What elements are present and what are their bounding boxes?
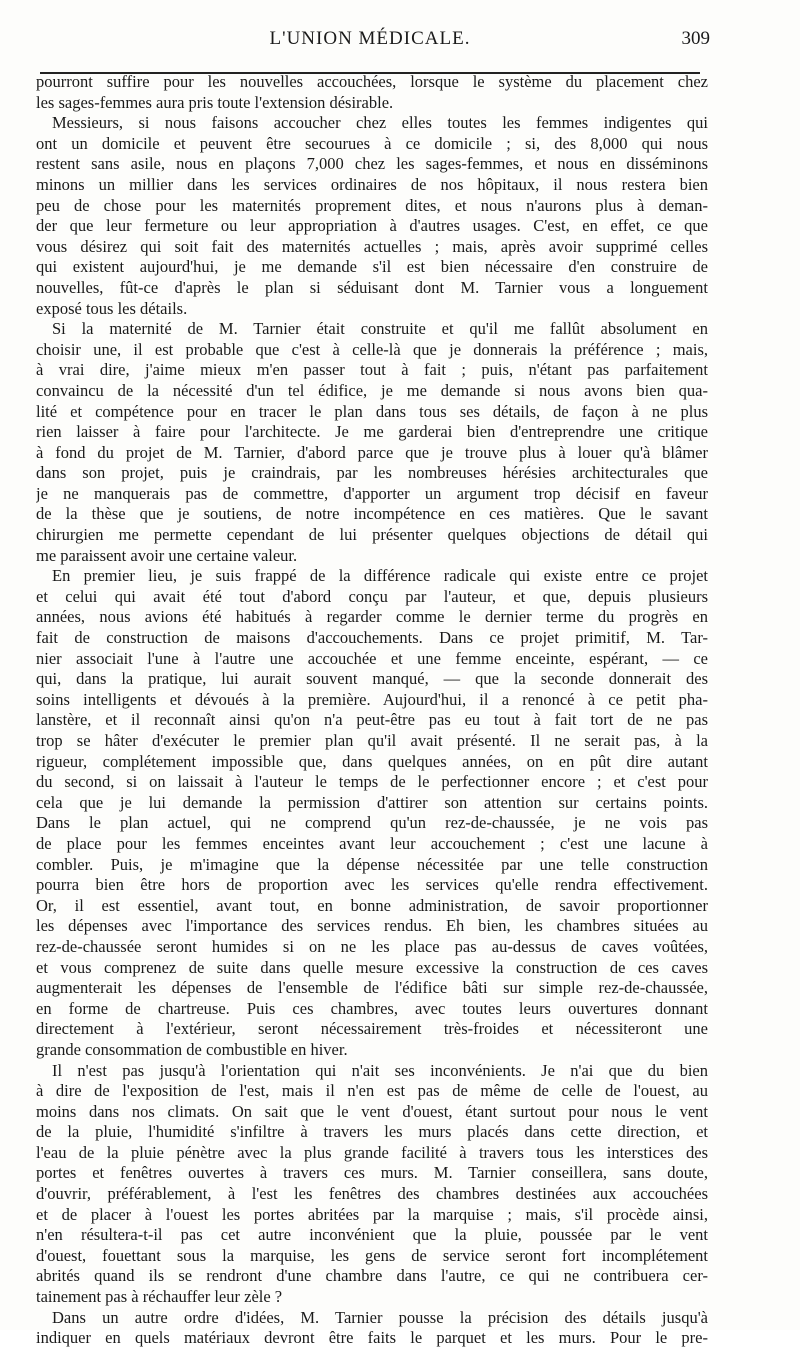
text-line: Dans un autre ordre d'idées, M. Tarnier pousse la précision des détails jusqu'à [52,1307,708,1327]
text-line: de la pluie, l'humidité s'infiltre à travers les murs placés dans cette direction, et [36,1122,708,1142]
text-line: lité et compétence pour en tracer le plan dans tous ses détails, de façon à ne plus [36,401,708,421]
text-line: indiquer en quels matériaux devront être faits le parquet et les murs. Pour le pre- [36,1328,708,1348]
text-line: En premier lieu, je suis frappé de la différence radicale qui existe entre ce projet [52,566,708,586]
page-number: 309 [681,28,710,49]
text-line: der que leur fermeture ou leur appropriation à d'autres usages. C'est, en effet, ce que [36,216,708,236]
text-line: moins dans nos climats. On sait que le vent d'ouest, étant surtout pour nous le vent [36,1101,708,1121]
text-line: combler. Puis, je m'imagine que la dépense nécessitée par une telle construction [36,854,708,874]
running-title: L'UNION MÉDICALE. [269,28,471,49]
text-line: et vous comprenez de suite dans quelle mesure excessive la construction de ces caves [36,957,708,977]
text-line: de place pour les femmes enceintes avant leur accouchement ; c'est une lacune à [36,833,708,853]
text-line: restent sans asile, nous en plaçons 7,000 chez les sages-femmes, et nous en disséminons [36,154,708,174]
text-line: d'ouvrir, préférablement, à l'est les fenêtres des chambres destinées aux accouchées [36,1184,708,1204]
text-line: qui, dans la pratique, lui aurait souvent manqué, — que la seconde donnerait des [36,669,708,689]
text-line: du second, si on laissait à l'auteur le temps de le perfectionner encore ; et c'est pour [36,772,708,792]
text-line: rez-de-chaussée seront humides si on ne les place pas au-dessus de caves voûtées, [36,936,708,956]
text-line: Dans le plan actuel, qui ne comprend qu'un rez-de-chaussée, je ne vois pas [36,813,708,833]
page-header [30,28,710,58]
text-line: trop se hâter d'exécuter le premier plan qu'il avait présenté. Il ne serait pas, à la [36,731,708,750]
body-text [36,72,708,1349]
text-line: soins intelligents et dévoués à la première. Aujourd'hui, il a renoncé à ce petit pha- [36,689,708,709]
text-line: d'ouest, fouettant sous la marquise, les gens de service seront fort incomplétement [36,1245,708,1265]
text-line: à vrai dire, j'aime mieux m'en passer tout à fait ; puis, n'étant pas parfaitement [36,360,708,380]
text-line: nier associait l'une à l'autre une accouchée et une femme enceinte, espérant, — ce [36,648,708,668]
text-line: fait de construction de maisons d'accouchements. Dans ce projet primitif, M. Tar- [36,628,708,648]
text-line: de la thèse que je soutiens, de notre incompétence en ces matières. Que le savant [36,504,708,524]
text-line: Si la maternité de M. Tarnier était construite et qu'il me fallût absolument en [52,319,708,339]
text-line: portes et fenêtres ouvertes à travers ces murs. M. Tarnier conseillera, sans doute, [36,1163,708,1183]
text-line: grande consommation de combustible en hiver. [36,1039,348,1059]
text-line: abrités quand ils se rendront d'une chambre dans l'autre, ce qui ne contribuera cer- [36,1266,708,1286]
text-line: me paraissent avoir une certaine valeur. [36,545,298,565]
text-line: cela que je lui demande la permission d'attirer son attention sur certains points. [36,792,708,812]
text-line: rien laisser à faire pour l'architecte. Je me garderai bien d'entreprendre une critique [36,422,708,442]
text-line: Il n'est pas jusqu'à l'orientation qui n'ait ses inconvénients. Je n'ai que du bien [52,1060,708,1080]
text-line: choisir une, il est probable que c'est à celle-là que je donnerais la préférence ; mais, [36,339,708,359]
text-line: convaincu de la nécessité d'un tel édifice, je me demande si nous avons bien qua- [36,380,708,400]
text-line: qui existent aujourd'hui, je me demande s'il est bien nécessaire d'en construire de [36,257,708,277]
text-line: l'eau de la pluie pénètre avec la plus grande facilité à travers tous les interstices des [36,1142,708,1162]
text-line: pourra bien être hors de proportion avec les services qu'elle rendra effectivement. [36,875,708,895]
text-line: et celui qui avait été tout d'abord conçu par l'auteur, et que, depuis plusieurs [36,586,708,606]
text-line: peu de chose pour les maternités proprement dites, et nous n'aurons plus à deman- [36,195,708,215]
text-line: augmenterait les dépenses de l'ensemble de l'édifice bâti sur simple rez-de-chaussée, [36,978,708,998]
text-line: années, nous avions été habitués à regarder comme le dernier terme du progrès en [36,607,708,627]
text-line: lanstère, et il reconnaît ainsi qu'on n'a peut-être pas eu tout à fait tort de ne pas [36,710,708,730]
text-line: dans son projet, puis je craindrais, par les nombreuses hérésies architecturales que [36,463,708,483]
text-line: Or, il est essentiel, avant tout, en bonne administration, de savoir proportionner [36,895,708,915]
text-line: à fond du projet de M. Tarnier, d'abord parce que je trouve plus à louer qu'à blâmer [36,442,708,462]
text-line: les sages-femmes aura pris toute l'extension désirable. [36,92,394,112]
text-line: Messieurs, si nous faisons accoucher chez elles toutes les femmes indigentes qui [52,113,708,133]
text-line: ont un domicile et peuvent être secourues à ce domicile ; si, des 8,000 qui nous [36,133,708,153]
text-line: exposé tous les détails. [36,298,188,318]
text-line: directement à l'extérieur, seront nécessairement très-froides et nécessiteront une [36,1019,708,1039]
text-line: vous désirez qui soit fait des maternités actuelles ; mais, après avoir supprimé celles [36,236,708,256]
text-line: je ne manquerais pas de commettre, d'apporter un argument trop décisif en faveur [36,483,708,503]
text-line: pourront suffire pour les nouvelles accouchées, lorsque le système du placement chez [36,72,708,91]
text-line: et de placer à l'ouest les portes abritées par la marquise ; mais, s'il procède ainsi, [36,1204,708,1224]
text-line: tainement pas à réchauffer leur zèle ? [36,1287,283,1307]
text-line: à dire de l'exposition de l'est, mais il n'en est pas de même de celle de l'ouest, au [36,1081,708,1101]
text-line: chirurgien me permette cependant de lui présenter quelques objections de détail qui [36,525,708,545]
text-line: les dépenses avec l'importance des services rendus. Eh bien, les chambres situées au [36,916,708,936]
text-line: en forme de chartreuse. Puis ces chambres, avec toutes leurs ouvertures donnant [36,998,708,1018]
text-line: rigueur, complétement impossible que, dans quelques années, on en pût dire autant [36,751,708,771]
text-line: minons un millier dans les services ordinaires de nos hôpitaux, il nous restera bien [36,174,708,194]
text-line: n'en résultera-t-il pas cet autre inconvénient que la pluie, poussée par le vent [36,1225,708,1245]
text-line: nouvelles, fût-ce d'après le plan si séduisant dont M. Tarnier vous a longuement [36,277,708,297]
